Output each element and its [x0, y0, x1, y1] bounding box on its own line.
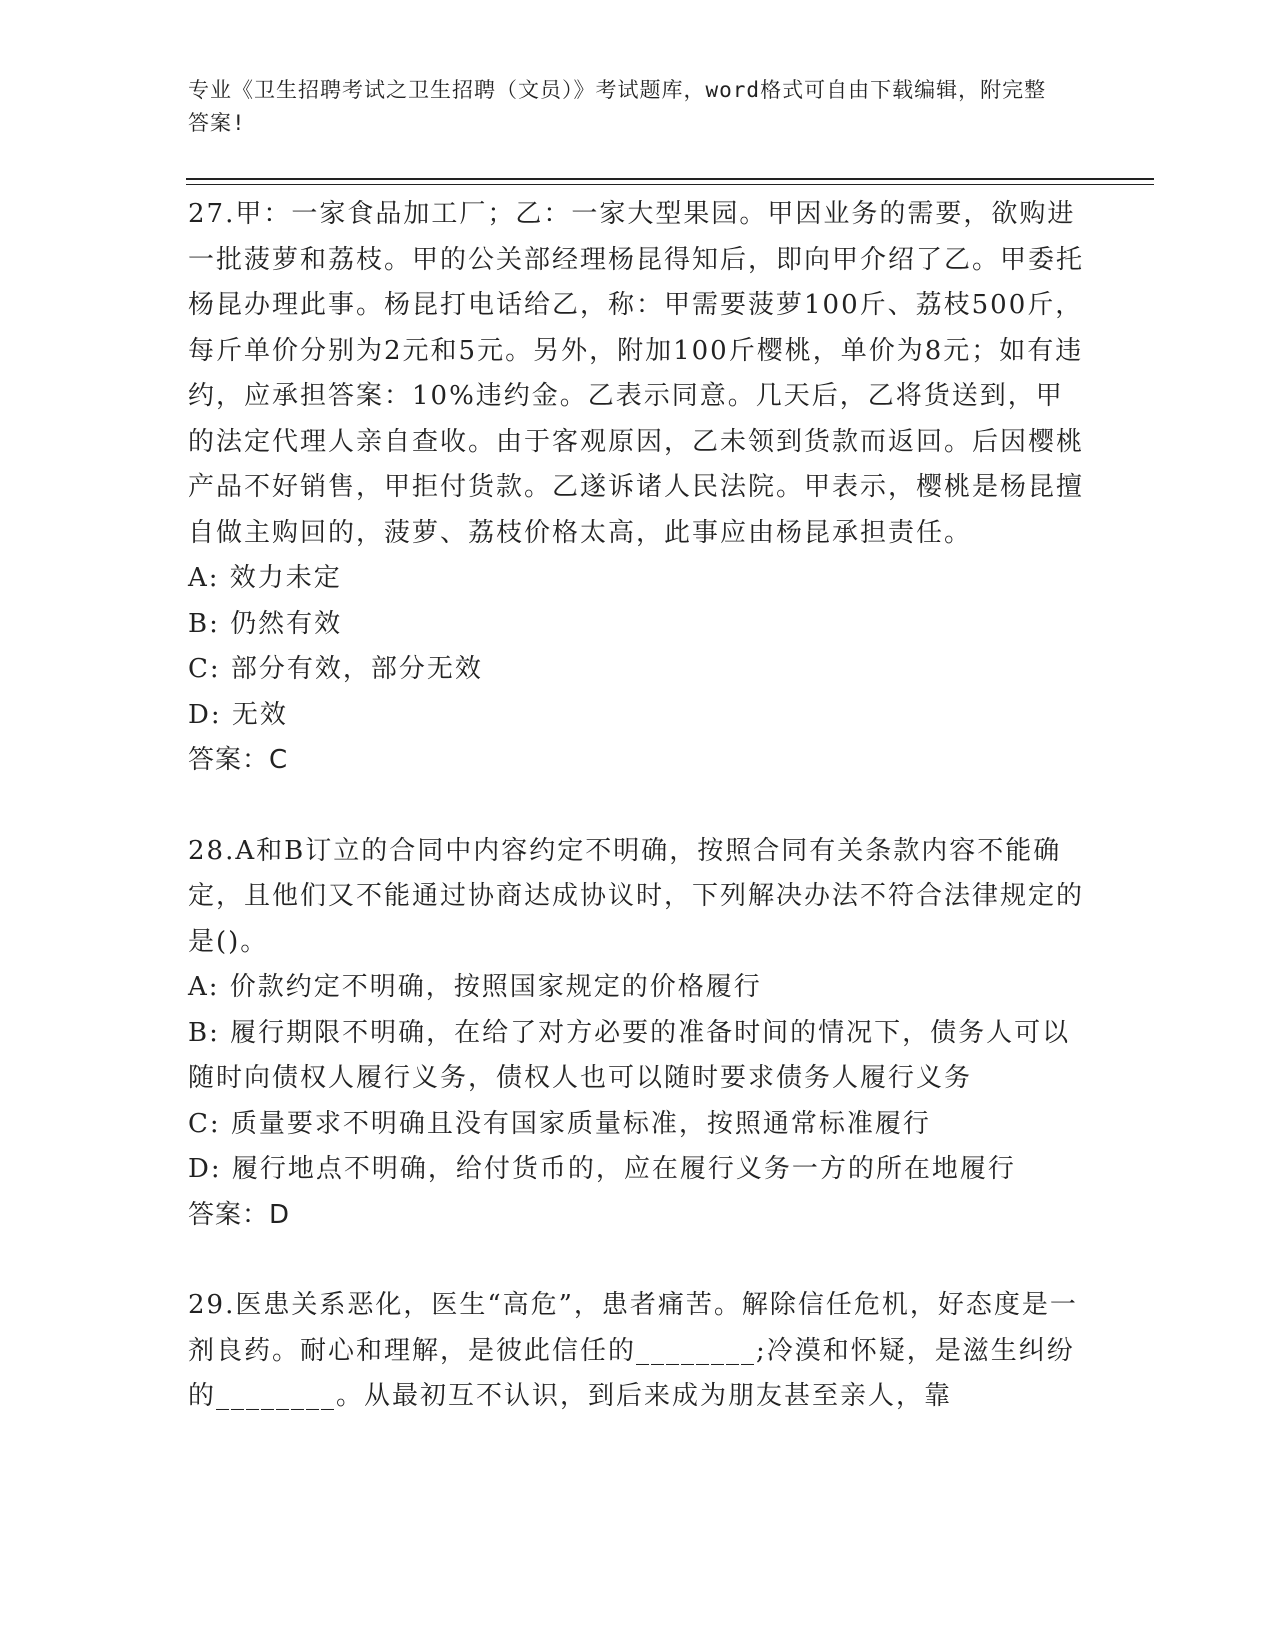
option-b: B: 履行期限不明确，在给了对方必要的准备时间的情况下，债务人可以随时向债权人履行义务，债权人也可以随时要求债务人履行义务	[188, 1017, 1071, 1093]
option-a: A: 价款约定不明确，按照国家规定的价格履行	[188, 972, 762, 1002]
option-b: B: 仍然有效	[188, 608, 343, 639]
question-28	[188, 829, 1088, 1239]
question-27	[188, 192, 1088, 784]
question-list	[188, 192, 1088, 1465]
header-divider-thin	[186, 184, 1154, 185]
question-text: 27.甲：一家食品加工厂；乙：一家大型果园。甲因业务的需要，欲购进一批菠萝和荔枝。甲的公关部经理杨昆得知后，即向甲介绍了乙。甲委托杨昆办理此事。杨昆打电话给乙，称：甲需要菠萝100斤、荔枝500斤，每斤单价分别为2元和5元。另外，附加100斤樱桃，单价为8元；如有违约，应承担答案：10%违约金。乙表示同意。几天后，乙将货送到，甲的法定代理人亲自查收。由于客观原因，乙未领到货款而返回。后因樱桃产品不好销售，甲拒付货款。乙遂诉诸人民法院。甲表示，樱桃是杨昆擅自做主购回的，菠萝、荔枝价格太高，此事应由杨昆承担责任。	[188, 199, 1085, 548]
document-header	[188, 74, 1068, 140]
option-c: C: 部分有效，部分无效	[188, 654, 483, 684]
answer-label: 答案：C	[188, 745, 289, 775]
question-29	[188, 1283, 1088, 1420]
question-text: 29.医患关系恶化，医生“高危”，患者痛苦。解除信任危机，好态度是一剂良药。耐心和理解，是彼此信任的________;冷漠和怀疑，是滋生纠纷的________。从最初互不认识，到后来成为朋友甚至亲人，靠	[188, 1290, 1078, 1411]
header-divider-thick	[186, 178, 1154, 180]
option-d: D: 履行地点不明确，给付货币的，应在履行义务一方的所在地履行	[188, 1154, 1016, 1184]
option-a: A: 效力未定	[188, 563, 342, 593]
answer-label: 答案：D	[188, 1199, 291, 1230]
option-d: D: 无效	[188, 699, 288, 730]
option-c: C: 质量要求不明确且没有国家质量标准，按照通常标准履行	[188, 1108, 931, 1139]
header-text: 专业《卫生招聘考试之卫生招聘（文员）》考试题库，word格式可自由下载编辑，附完整答案!	[188, 78, 1047, 135]
question-text: 28.A和B订立的合同中内容约定不明确，按照合同有关条款内容不能确定，且他们又不能通过协商达成协议时，下列解决办法不符合法律规定的是()。	[188, 835, 1085, 957]
